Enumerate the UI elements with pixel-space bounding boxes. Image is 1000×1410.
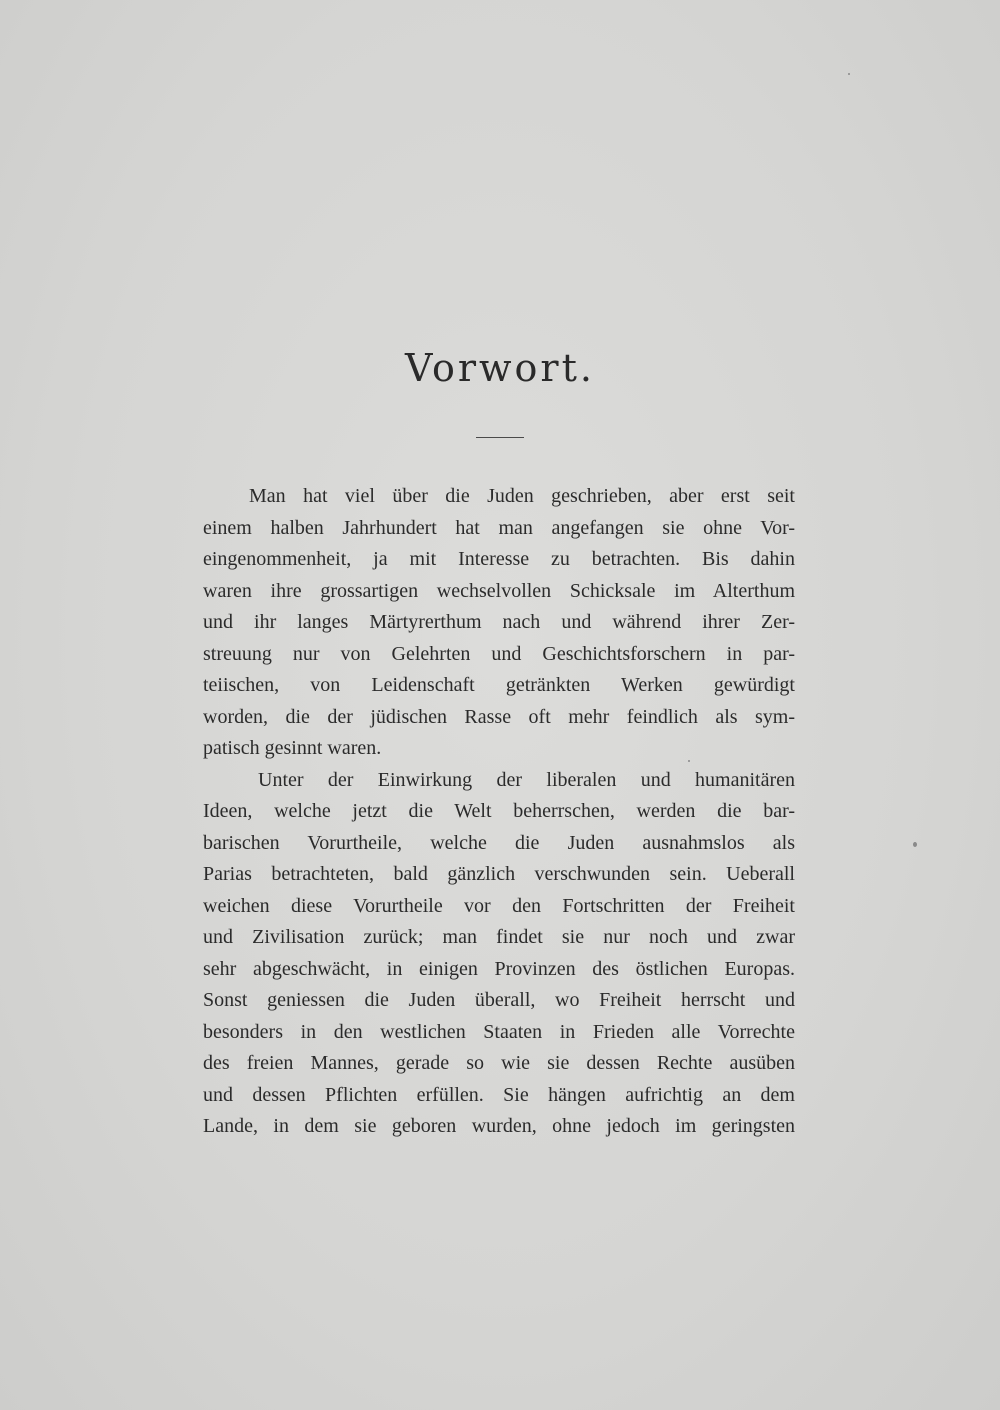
text-line: und dessen Pflichten erfüllen. Sie hängen aufrichtig an dem [203, 1083, 795, 1106]
paragraph-1 [203, 481, 795, 765]
text-line: einem halben Jahrhundert hat man angefangen sie ohne Vor- [203, 516, 795, 539]
text-line: Lande, in dem sie geboren wurden, ohne jedoch im geringsten [203, 1115, 795, 1137]
text-line: besonders in den westlichen Staaten in Frieden alle Vorrechte [203, 1020, 795, 1043]
text-line: streuung nur von Gelehrten und Geschichtsforschern in par- [203, 642, 795, 665]
text-line: Parias betrachteten, bald gänzlich verschwunden sein. Ueberall [203, 863, 795, 885]
text-line: teiischen, von Leidenschaft getränkten Werken gewürdigt [203, 674, 795, 696]
text-line: eingenommenheit, ja mit Interesse zu betrachten. Bis dahin [203, 548, 795, 570]
text-line: sehr abgeschwächt, in einigen Provinzen des östlichen Europas. [203, 957, 795, 980]
text-line: Sonst geniessen die Juden überall, wo Freiheit herrscht und [203, 989, 795, 1011]
text-line: Ideen, welche jetzt die Welt beherrschen, werden die bar- [203, 800, 795, 822]
text-line: des freien Mannes, gerade so wie sie dessen Rechte ausüben [203, 1052, 795, 1074]
paper-speck [688, 760, 690, 762]
text-line: patisch gesinnt waren. [203, 737, 382, 759]
paper-speck [913, 842, 917, 847]
page-title: Vorwort. [405, 346, 595, 390]
title-divider [476, 437, 524, 438]
text-line: und Zivilisation zurück; man findet sie nur noch und zwar [203, 926, 795, 948]
body-text [203, 481, 795, 1143]
paper-speck [848, 73, 850, 75]
text-line: und ihr langes Märtyrerthum nach und während ihrer Zer- [203, 611, 795, 633]
paragraph-2 [203, 765, 795, 1143]
text-line: worden, die der jüdischen Rasse oft mehr feindlich als sym- [203, 705, 795, 728]
text-line: Man hat viel über die Juden geschrieben, aber erst seit [249, 485, 795, 507]
text-line: Unter der Einwirkung der liberalen und humanitären [258, 768, 795, 791]
text-line: barischen Vorurtheile, welche die Juden ausnahmslos als [203, 831, 795, 854]
text-line: waren ihre grossartigen wechselvollen Schicksale im Alterthum [203, 579, 795, 602]
text-line: weichen diese Vorurtheile vor den Fortschritten der Freiheit [203, 894, 795, 917]
